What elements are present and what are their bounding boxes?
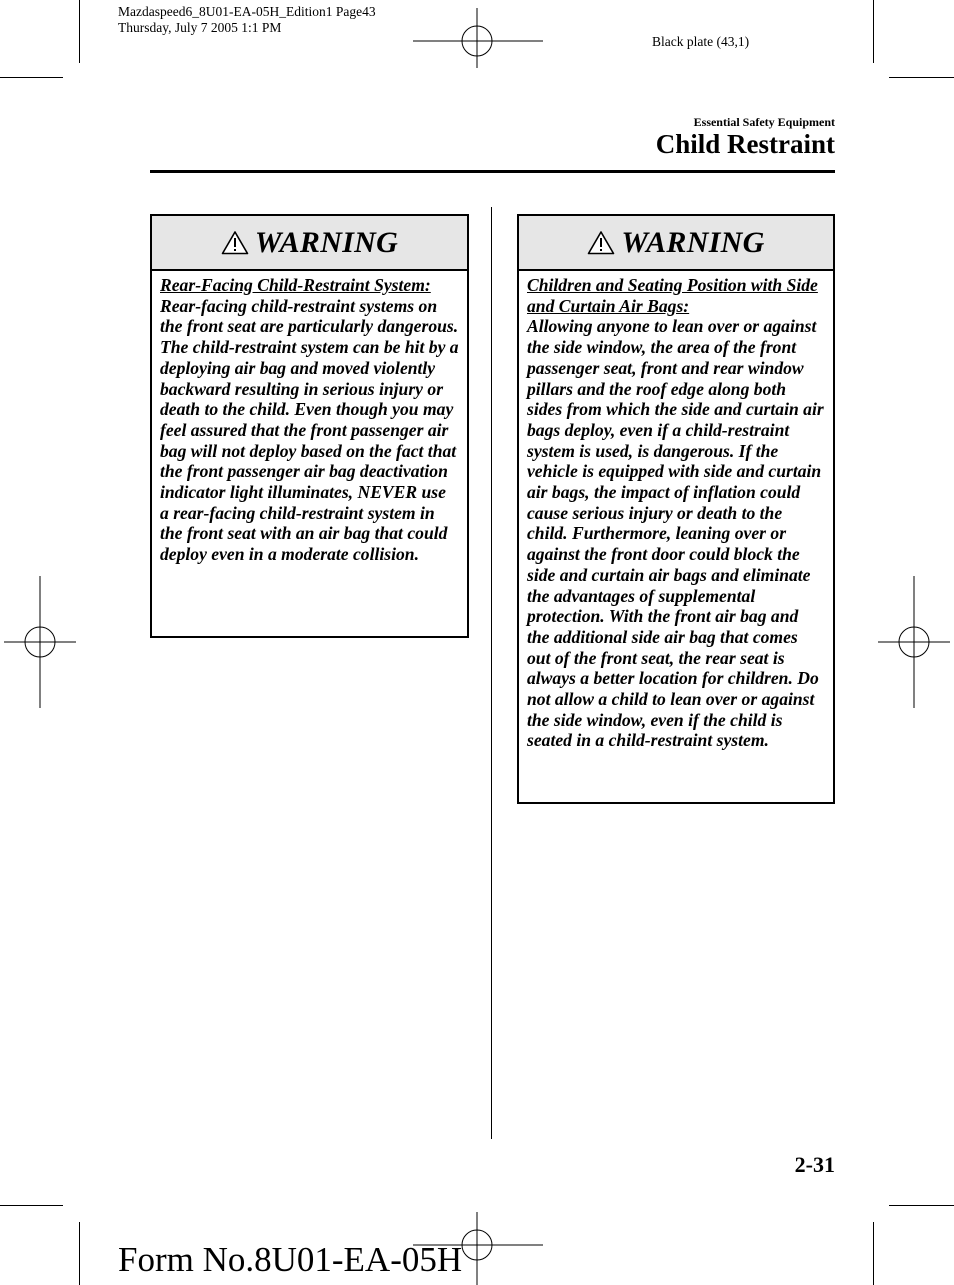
column-divider	[491, 207, 492, 1139]
warning-paragraph: Allowing anyone to lean over or against the side window, the area of the front passenger seat, front and rear window pillars and the roof edge along both sides from which the side and curtain air bags deploy, even if a child-restraint system is used, is dangerous. If the vehicle is equipped with side and curtain air bags, the impact of inflation could cause serious injury or death to the child. Furthermore, leaning over or against the front door could block the side and curtain air bags and eliminate the advantages of supplemental protection. With the front air bag and the additional side air bag that comes out of the front seat, the rear seat is always a better location for children. Do not allow a child to lean over or against the side window, even if the child is seated in a child-restraint system.	[527, 316, 824, 751]
crop-mark	[0, 77, 63, 78]
warning-body	[519, 271, 833, 757]
warning-triangle-icon	[587, 230, 615, 255]
warning-label: WARNING	[621, 225, 765, 259]
crop-mark	[79, 1222, 80, 1285]
warning-triangle-icon	[221, 230, 249, 255]
crop-mark	[889, 77, 954, 78]
crop-mark	[889, 1205, 954, 1206]
section-category: Essential Safety Equipment	[693, 115, 835, 129]
registration-mark-icon	[878, 576, 950, 708]
crop-mark	[79, 0, 80, 63]
registration-mark-icon	[4, 576, 76, 708]
print-plate: Black plate (43,1)	[652, 34, 750, 49]
warning-box-rear-facing	[150, 214, 469, 638]
crop-mark	[873, 0, 874, 63]
warning-subtitle: Rear-Facing Child-Restraint System:	[160, 275, 431, 295]
warning-box-side-air-bags	[517, 214, 835, 804]
crop-mark	[873, 1222, 874, 1285]
page-title: Child Restraint	[655, 129, 835, 159]
warning-paragraph: The child-restraint system can be hit by a deploying air bag and moved violently backward resulting in serious injury or death to the child. Even though you may feel assured that the front passenger air bag will not deploy based on the fact that the front passenger air bag deactivation indicator light illuminates, NEVER use a rear-facing child-restraint system in the front seat with an air bag that could deploy even in a moderate collision.	[160, 337, 459, 565]
warning-body	[152, 271, 467, 571]
header-rule	[150, 170, 835, 173]
crop-mark	[0, 1205, 63, 1206]
warning-label: WARNING	[254, 225, 399, 259]
form-number: Form No.8U01-EA-05H	[118, 1240, 463, 1279]
warning-header	[152, 216, 467, 271]
warning-header	[519, 216, 833, 271]
warning-paragraph: Rear-facing child-restraint systems on the front seat are particularly dangerous.	[160, 295, 459, 337]
registration-mark-icon	[413, 8, 543, 68]
print-date-line: Thursday, July 7 2005 1:1 PM	[118, 20, 282, 35]
print-file-line: Mazdaspeed6_8U01-EA-05H_Edition1 Page43	[118, 4, 376, 19]
print-file-info	[118, 4, 376, 36]
warning-subtitle: Children and Seating Position with Side and Curtain Air Bags:	[527, 275, 818, 316]
page-number: 2-31	[794, 1152, 835, 1177]
